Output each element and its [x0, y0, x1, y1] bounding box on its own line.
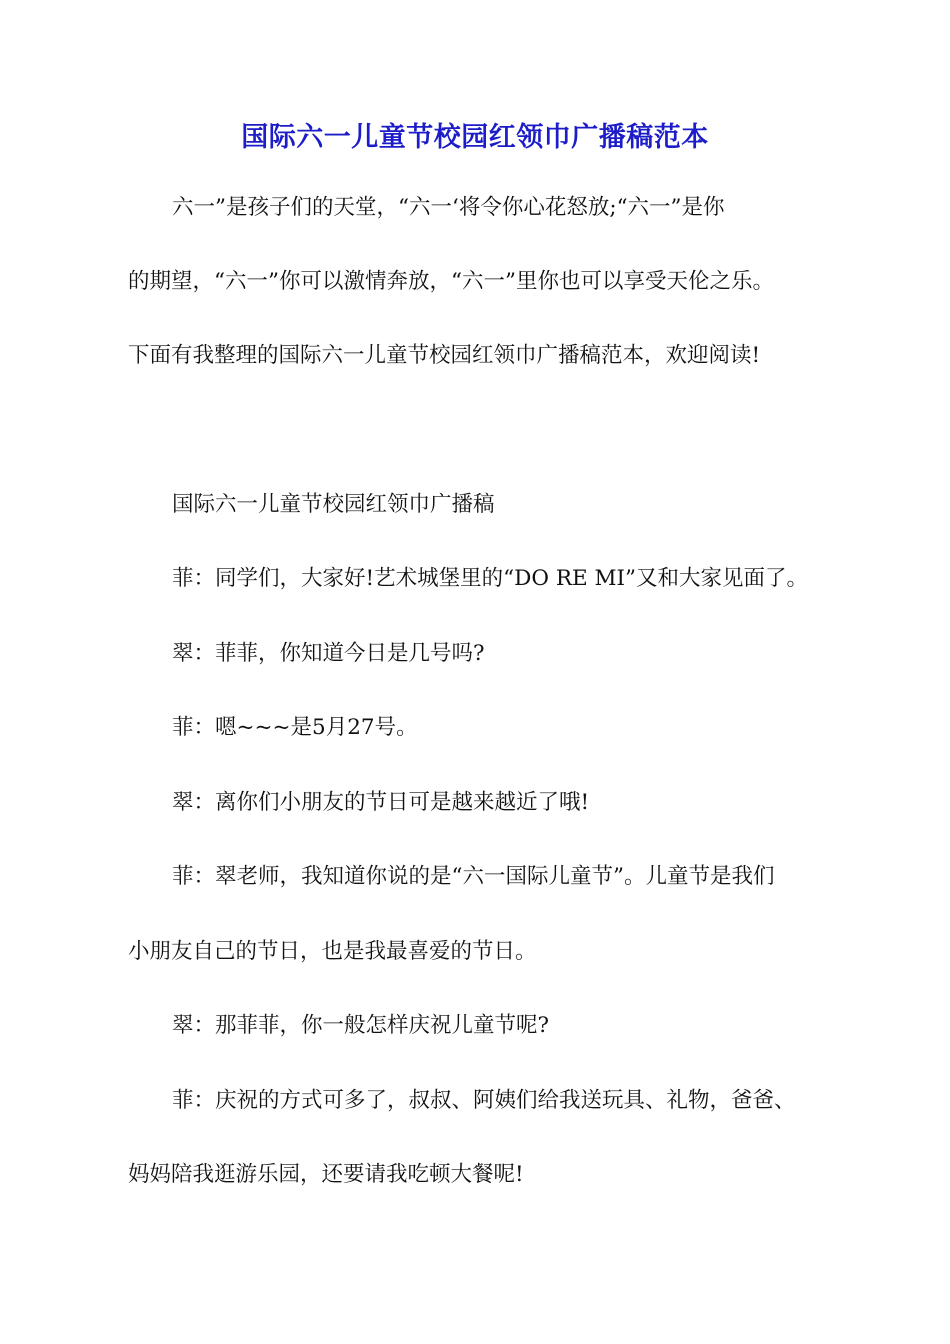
document-title: 国际六一儿童节校园红领巾广播稿范本 [241, 122, 709, 153]
intro-line-3: 下面有我整理的国际六一儿童节校园红领巾广播稿范本，欢迎阅读! [128, 343, 761, 368]
dialogue-line-7-cont: 妈妈陪我逛游乐园，还要请我吃顿大餐呢! [128, 1162, 524, 1187]
dialogue-line-5-cont: 小朋友自己的节日，也是我最喜爱的节日。 [128, 939, 537, 964]
dialogue-line-7: 菲：庆祝的方式可多了，叔叔、阿姨们给我送玩具、礼物，爸爸、 [172, 1088, 796, 1113]
dialogue-line-3: 菲：嗯~~~是5月27号。 [172, 715, 418, 740]
dialogue-line-5: 菲：翠老师，我知道你说的是“六一国际儿童节”。儿童节是我们 [172, 864, 775, 889]
intro-line-1: 六一”是孩子们的天堂，“六一‘将令你心花怒放;“六一”是你 [172, 195, 725, 220]
dialogue-line-2: 翠：菲菲，你知道今日是几号吗? [172, 641, 485, 666]
dialogue-line-1: 菲：同学们，大家好!艺术城堡里的“DO RE MI”又和大家见面了。 [172, 566, 809, 591]
section-heading: 国际六一儿童节校园红领巾广播稿 [172, 492, 495, 517]
dialogue-line-4: 翠：离你们小朋友的节日可是越来越近了哦! [172, 790, 590, 815]
intro-line-2: 的期望，“六一”你可以激情奔放，“六一”里你也可以享受天伦之乐。 [128, 269, 774, 294]
dialogue-line-6: 翠：那菲菲，你一般怎样庆祝儿童节呢? [172, 1013, 550, 1038]
